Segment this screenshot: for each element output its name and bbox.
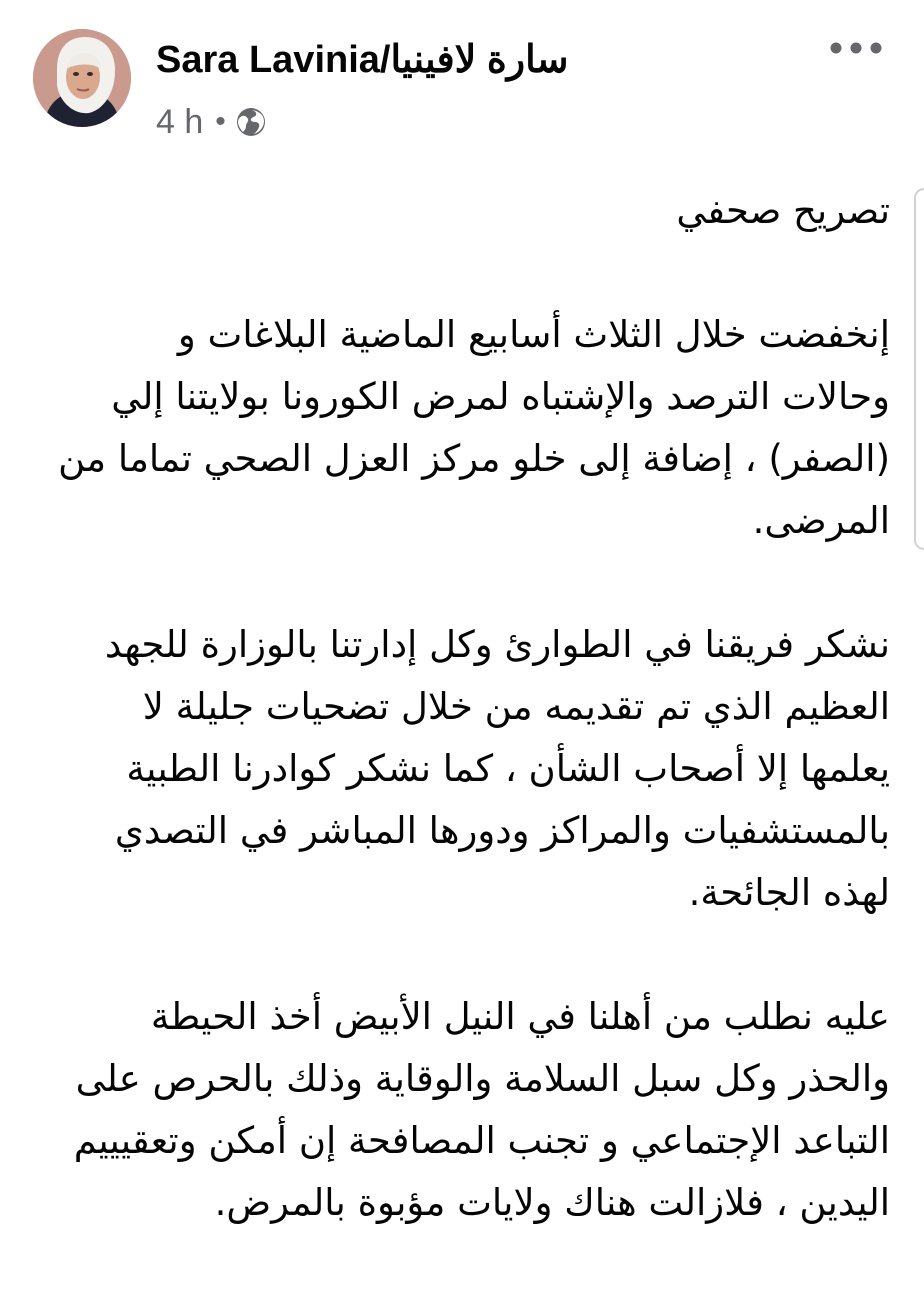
author-name[interactable]: Sara Lavinia/سارة لافينيا — [156, 39, 569, 81]
avatar-photo-icon — [33, 29, 131, 127]
more-horizontal-icon — [830, 42, 882, 54]
meta-separator: • — [215, 105, 226, 138]
globe-icon[interactable] — [236, 107, 266, 137]
post-paragraph-3: عليه نطلب من أهلنا في النيل الأبيض أخذ الحيطة والحذر وكل سبل السلامة والوقاية وذلك بالحرص على التباعد الإجتماعي و تجنب المصافحة إن أمكن وتعقيييم اليدين ، فلازالت هناك ولايات مؤبوة بالمرض. — [73, 995, 890, 1224]
scroll-edge-indicator — [914, 188, 924, 550]
post-body — [40, 180, 890, 1234]
post-timestamp[interactable]: 4 h — [156, 102, 204, 141]
post-meta — [156, 100, 266, 144]
post-paragraph-1: إنخفضت خلال الثلاث أسابيع الماضية البلاغات و وحالات الترصد والإشتباه لمرض الكورونا بولايتنا إلي (الصفر) ، إضافة إلى خلو مركز العزل الصحي تماما من المرضى. — [58, 313, 890, 542]
more-options-button[interactable] — [824, 28, 888, 68]
author-avatar[interactable] — [33, 29, 131, 127]
post-header — [0, 0, 924, 160]
post-paragraph-2: نشكر فريقنا في الطوارئ وكل إدارتنا بالوزارة للجهد العظيم الذي تم تقديمه من خلال تضحيات جليلة لا يعلمها إلا أصحاب الشأن ، كما نشكر كوادرنا الطبية بالمستشفيات والمراكز ودورها المباشر في التصدي لهذه الجائحة. — [104, 623, 890, 914]
post-heading: تصريح صحفي — [676, 189, 890, 232]
